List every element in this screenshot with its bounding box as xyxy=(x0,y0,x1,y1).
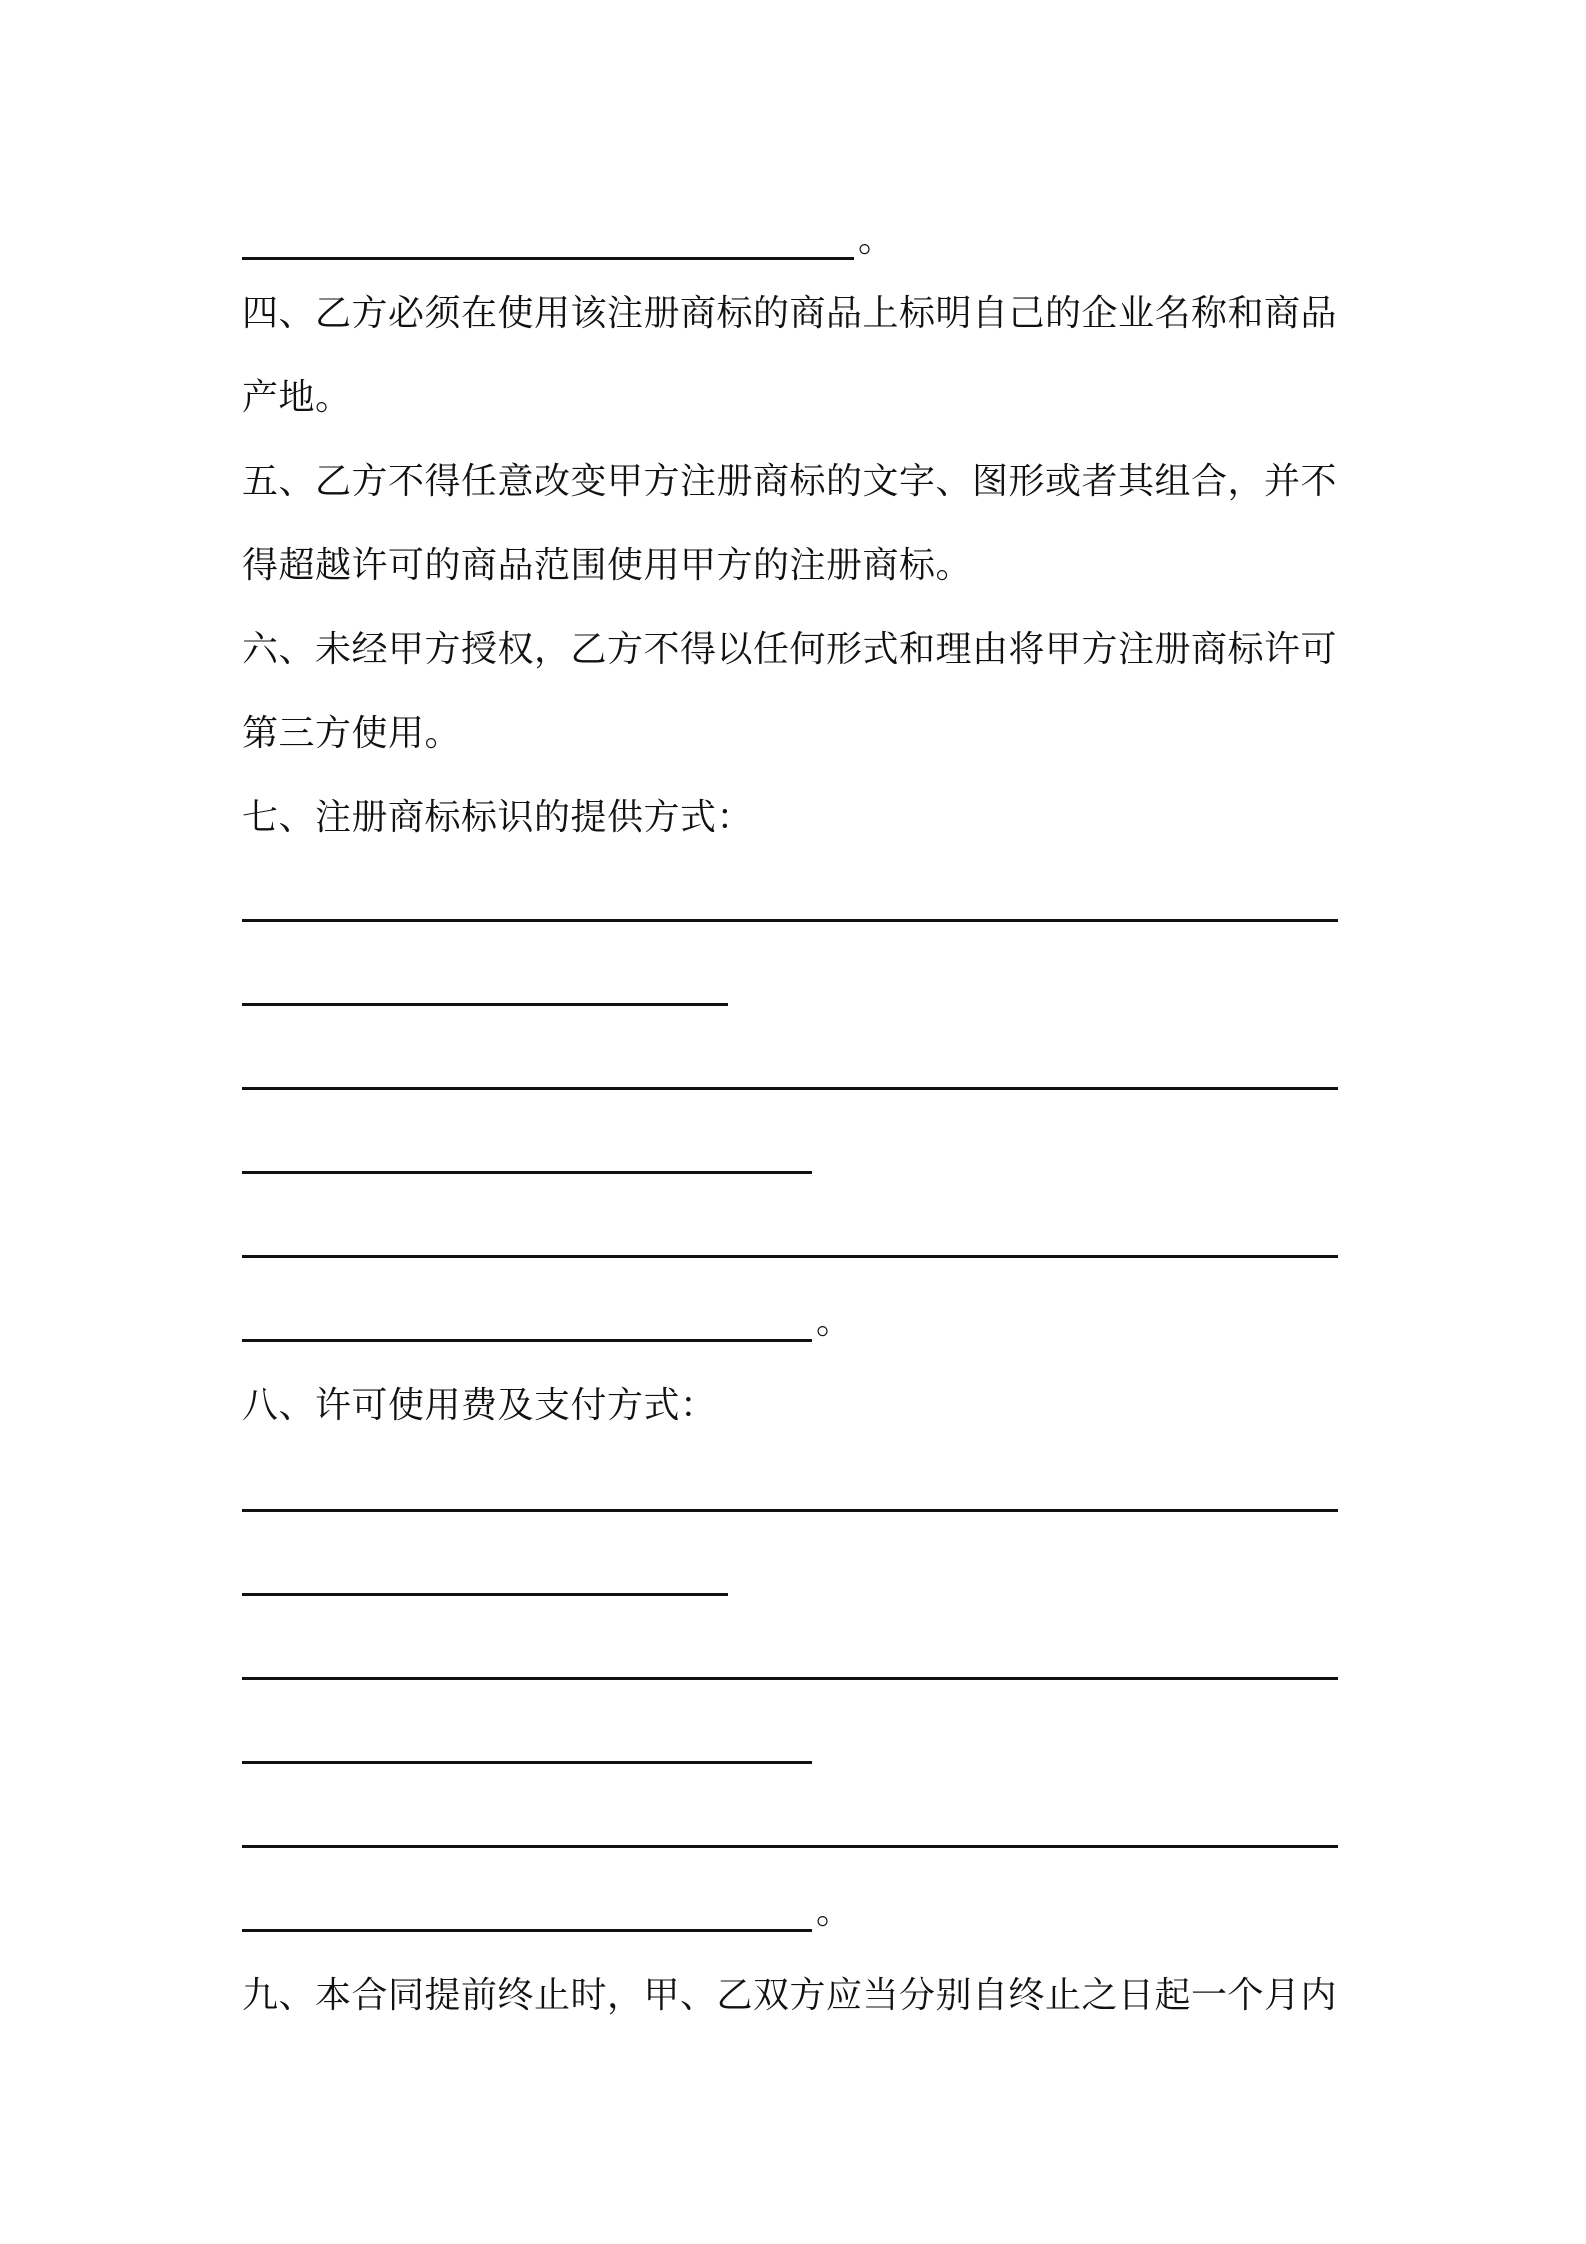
blank-line[interactable] xyxy=(242,1255,1338,1258)
clause-7-blank-row-6 xyxy=(242,1292,852,1352)
clause-8-blank-row-3 xyxy=(242,1630,1338,1690)
clause-9-line-1: 九、本合同提前终止时，甲、乙双方应当分别自终止之日起一个月内 xyxy=(242,1975,1338,2016)
period-mark: 。 xyxy=(816,1891,853,1932)
fill-in-line-row xyxy=(242,210,894,270)
clause-8-blank-row-2 xyxy=(242,1546,728,1606)
clause-6-line-2: 第三方使用。 xyxy=(242,713,462,754)
clause-5-line-2: 得超越许可的商品范围使用甲方的注册商标。 xyxy=(242,545,973,586)
clause-8-blank-row-1 xyxy=(242,1462,1338,1522)
blank-line[interactable] xyxy=(242,1509,1338,1512)
clause-8-blank-row-5 xyxy=(242,1798,1338,1858)
clause-8-blank-row-6 xyxy=(242,1882,852,1942)
clause-8-blank-row-4 xyxy=(242,1714,812,1774)
clause-4-line-1: 四、乙方必须在使用该注册商标的商品上标明自己的企业名称和商品 xyxy=(242,293,1338,334)
clause-7-blank-row-5 xyxy=(242,1208,1338,1268)
clause-4-line-2: 产地。 xyxy=(242,377,352,418)
period-mark: 。 xyxy=(858,219,895,260)
clause-6-line-1: 六、未经甲方授权，乙方不得以任何形式和理由将甲方注册商标许可 xyxy=(242,629,1338,670)
period-mark: 。 xyxy=(816,1301,853,1342)
blank-line[interactable] xyxy=(242,257,854,260)
clause-7-blank-row-1 xyxy=(242,872,1338,932)
blank-line[interactable] xyxy=(242,1003,728,1006)
clause-7-blank-row-2 xyxy=(242,956,728,1016)
clause-5-line-1: 五、乙方不得任意改变甲方注册商标的文字、图形或者其组合，并不 xyxy=(242,461,1338,502)
blank-line[interactable] xyxy=(242,1845,1338,1848)
blank-line[interactable] xyxy=(242,1087,1338,1090)
clause-7-heading: 七、注册商标标识的提供方式： xyxy=(242,797,754,838)
clause-7-blank-row-3 xyxy=(242,1040,1338,1100)
clause-7-blank-row-4 xyxy=(242,1124,812,1184)
blank-line[interactable] xyxy=(242,1761,812,1764)
clause-8-heading: 八、许可使用费及支付方式： xyxy=(242,1385,717,1426)
blank-line[interactable] xyxy=(242,1677,1338,1680)
blank-line[interactable] xyxy=(242,1339,812,1342)
blank-line[interactable] xyxy=(242,1171,812,1174)
blank-line[interactable] xyxy=(242,919,1338,922)
blank-line[interactable] xyxy=(242,1593,728,1596)
blank-line[interactable] xyxy=(242,1929,812,1932)
